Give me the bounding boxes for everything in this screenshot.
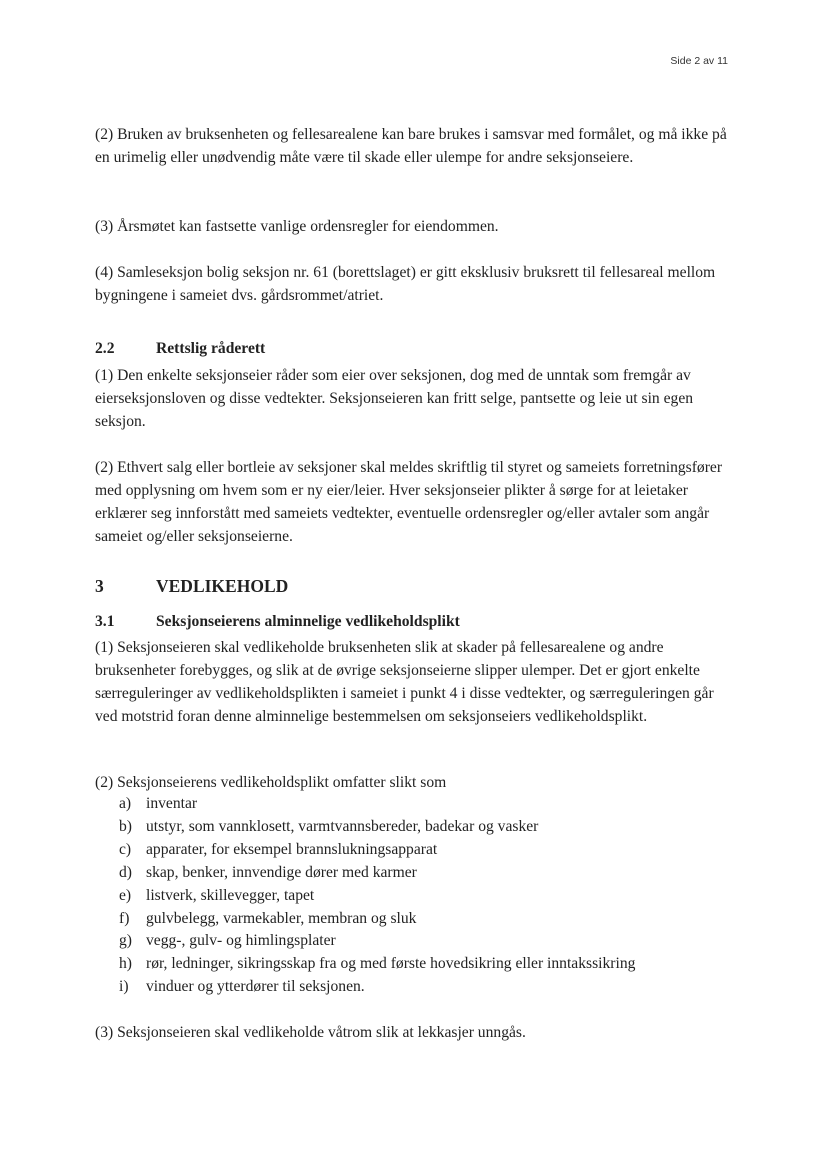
section-number: 3.1 [95, 613, 115, 630]
list-marker: a) [119, 795, 132, 812]
list-item [119, 862, 719, 885]
list-marker: d) [119, 863, 132, 881]
list-marker: e) [119, 886, 132, 904]
section-3-1-paragraph-1: (1) Seksjonseieren skal vedlikeholde bruksenheten slik at skader på fellesarealene og andre bruksenheter forebygges, og slik at de øvrige seksjonseierne slipper ulemper. Det er gjort enkelte særreguleringer av vedlikeholdsplikten i sameiet i punkt 4 i disse vedtekter, og særreguleringen går ved motstrid foran denne alminnelige bestemmelsen om seksjonseiers vedlikeholdsplikt. [95, 639, 714, 725]
list-marker: b) [119, 817, 132, 835]
list-item [119, 908, 719, 931]
list-item [119, 953, 719, 976]
section-title: VEDLIKEHOLD [156, 576, 289, 596]
list-item [119, 976, 719, 999]
section-2-2-paragraph-1: (1) Den enkelte seksjonseier råder som eier over seksjonen, dog med de unntak som fremgår av eierseksjonsloven og disse vedtekter. Seksjonseieren kan fritt selge, pantsette og leie ut sin egen seksjon. [95, 367, 694, 430]
list-item-text: apparater, for eksempel brannslukningsapparat [146, 840, 438, 858]
maintenance-items-list [119, 793, 719, 999]
list-item-text: utstyr, som vannklosett, varmtvannsbereder, badekar og vasker [146, 817, 539, 835]
section-3-1-paragraph-2-intro: (2) Seksjonseierens vedlikeholdsplikt omfatter slikt som [95, 774, 447, 791]
list-marker: f) [119, 909, 130, 927]
list-item-text: gulvbelegg, varmekabler, membran og sluk [146, 909, 417, 927]
section-number: 3 [95, 576, 104, 596]
list-item-text: vegg-, gulv- og himlingsplater [146, 932, 336, 950]
list-item [119, 816, 719, 839]
list-marker: h) [119, 955, 132, 973]
list-item-text: skap, benker, innvendige dører med karmer [146, 863, 417, 881]
list-item-text: inventar [146, 795, 198, 812]
paragraph-4: (4) Samleseksjon bolig seksjon nr. 61 (borettslaget) er gitt eksklusiv bruksrett til fellesareal mellom bygningene i sameiet dvs. gårdsrommet/atriet. [95, 264, 716, 304]
section-2-2-paragraph-2: (2) Ethvert salg eller bortleie av seksjoner skal meldes skriftlig til styret og sameiets forretningsfører med opplysning om hvem som er ny eier/leier. Hver seksjonseier plikter å sørge for at leietaker erklærer seg innforstått med sameiets vedtekter, eventuelle ordensregler og/eller avtaler som angår sameiet og/eller seksjonseierne. [95, 459, 723, 545]
section-title: Seksjonseierens alminnelige vedlikeholdsplikt [156, 613, 460, 630]
list-item-text: vinduer og ytterdører til seksjonen. [146, 978, 365, 996]
list-item [119, 793, 719, 816]
section-title: Rettslig råderett [156, 340, 266, 357]
section-3-1-paragraph-3: (3) Seksjonseieren skal vedlikeholde våtrom slik at lekkasjer unngås. [95, 1024, 526, 1041]
list-item [119, 839, 719, 862]
list-item-text: listverk, skillevegger, tapet [146, 886, 315, 904]
section-number: 2.2 [95, 340, 115, 357]
list-marker: c) [119, 840, 132, 858]
page-number: Side 2 av 11 [670, 55, 728, 67]
paragraph-3: (3) Årsmøtet kan fastsette vanlige ordensregler for eiendommen. [95, 218, 499, 235]
list-marker: i) [119, 978, 129, 996]
list-item-text: rør, ledninger, sikringsskap fra og med første hovedsikring eller inntakssikring [146, 955, 636, 973]
list-item [119, 930, 719, 953]
list-marker: g) [119, 932, 132, 950]
paragraph-2: (2) Bruken av bruksenheten og fellesarealene kan bare brukes i samsvar med formålet, og må ikke på en urimelig eller unødvendig måte være til skade eller ulempe for andre seksjonseiere. [95, 126, 727, 166]
list-item [119, 885, 719, 908]
